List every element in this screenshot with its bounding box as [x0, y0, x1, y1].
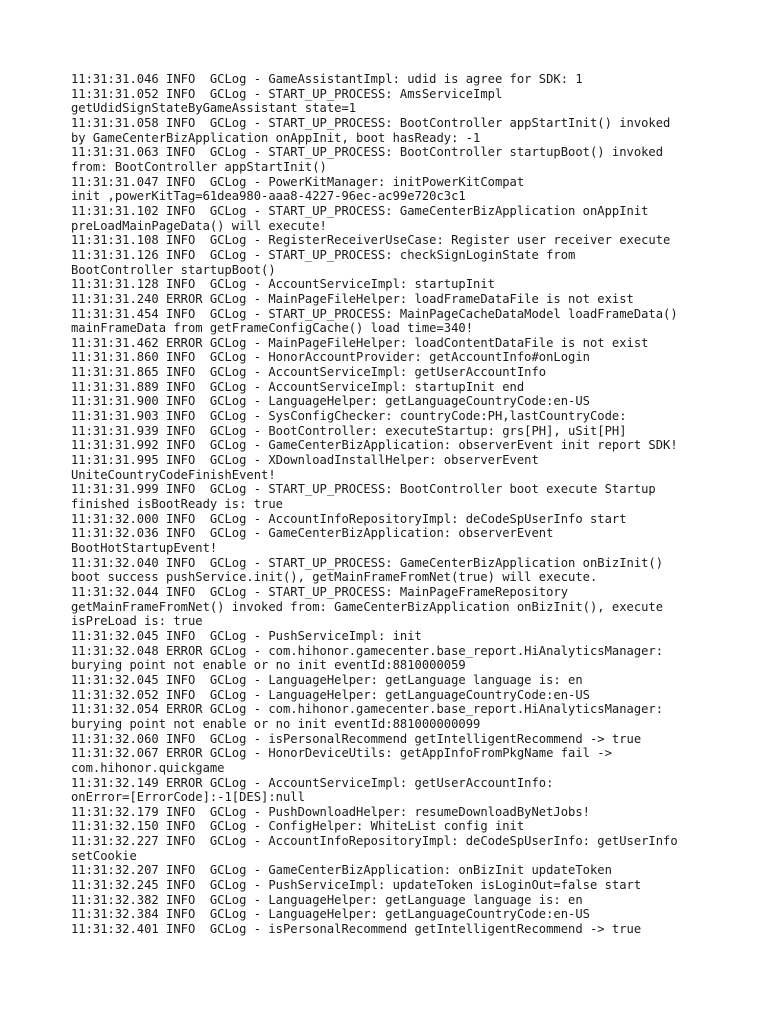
log-line: 11:31:31.063 INFO GCLog - START_UP_PROCESS: BootController startupBoot() invoked [71, 145, 664, 160]
log-line: 11:31:31.889 INFO GCLog - AccountServiceImpl: startupInit end [71, 379, 525, 394]
log-line: 11:31:32.207 INFO GCLog - GameCenterBizApplication: onBizInit updateToken [71, 863, 612, 878]
log-line: UniteCountryCodeFinishEvent! [71, 467, 276, 482]
log-line: 11:31:31.903 INFO GCLog - SysConfigChecker: countryCode:PH,lastCountryCode: [71, 409, 627, 424]
log-line: 11:31:31.128 INFO GCLog - AccountServiceImpl: startupInit [71, 277, 495, 292]
log-line: 11:31:31.240 ERROR GCLog - MainPageFileHelper: loadFrameDataFile is not exist [71, 291, 634, 306]
log-line: from: BootController appStartInit() [71, 159, 327, 174]
log-line: setCookie [71, 848, 137, 863]
log-line: boot success pushService.init(), getMainFrameFromNet(true) will execute. [71, 570, 598, 585]
log-line: 11:31:31.047 INFO GCLog - PowerKitManager: initPowerKitCompat [71, 174, 525, 189]
log-line: 11:31:31.865 INFO GCLog - AccountServiceImpl: getUserAccountInfo [71, 365, 547, 380]
log-line: 11:31:31.058 INFO GCLog - START_UP_PROCESS: BootController appStartInit() invoked [71, 115, 671, 130]
log-line: init ,powerKitTag=61dea980-aaa8-4227-96ec-ac99e720c3c1 [71, 189, 466, 204]
log-line: 11:31:31.462 ERROR GCLog - MainPageFileHelper: loadContentDataFile is not exist [71, 335, 649, 350]
log-line: 11:31:32.036 INFO GCLog - GameCenterBizApplication: observerEvent [71, 526, 554, 541]
log-line: finished isBootReady is: true [71, 497, 283, 512]
log-line: 11:31:32.044 INFO GCLog - START_UP_PROCESS: MainPageFrameRepository [71, 584, 569, 599]
log-line: 11:31:32.060 INFO GCLog - isPersonalRecommend getIntelligentRecommend -> true [71, 731, 642, 746]
log-line: 11:31:31.126 INFO GCLog - START_UP_PROCESS: checkSignLoginState from [71, 247, 576, 262]
log-line: 11:31:32.149 ERROR GCLog - AccountServiceImpl: getUserAccountInfo: [71, 775, 554, 790]
log-line: 11:31:32.382 INFO GCLog - LanguageHelper: getLanguage language is: en [71, 892, 583, 907]
log-line: 11:31:32.401 INFO GCLog - isPersonalRecommend getIntelligentRecommend -> true [71, 922, 642, 937]
log-line: 11:31:31.108 INFO GCLog - RegisterReceiverUseCase: Register user receiver execute [71, 233, 671, 248]
log-line: 11:31:32.040 INFO GCLog - START_UP_PROCESS: GameCenterBizApplication onBizInit() [71, 555, 664, 570]
log-line: 11:31:32.048 ERROR GCLog - com.hihonor.gamecenter.base_report.HiAnalyticsManager: [71, 643, 664, 658]
log-line: 11:31:31.454 INFO GCLog - START_UP_PROCESS: MainPageCacheDataModel loadFrameData() [71, 306, 678, 321]
log-line: 11:31:32.052 INFO GCLog - LanguageHelper: getLanguageCountryCode:en-US [71, 687, 590, 702]
log-line: 11:31:32.045 INFO GCLog - LanguageHelper: getLanguage language is: en [71, 672, 583, 687]
log-line: 11:31:32.245 INFO GCLog - PushServiceImpl: updateToken isLoginOut=false start [71, 878, 642, 893]
log-line: BootController startupBoot() [71, 262, 276, 277]
log-line: 11:31:32.179 INFO GCLog - PushDownloadHelper: resumeDownloadByNetJobs! [71, 804, 590, 819]
log-line: getMainFrameFromNet() invoked from: GameCenterBizApplication onBizInit(), execute [71, 599, 664, 614]
log-line: 11:31:31.900 INFO GCLog - LanguageHelper: getLanguageCountryCode:en-US [71, 394, 590, 409]
log-line: com.hihonor.quickgame [71, 760, 225, 775]
log-line: 11:31:31.939 INFO GCLog - BootController: executeStartup: grs[PH], uSit[PH] [71, 423, 627, 438]
log-line: 11:31:32.045 INFO GCLog - PushServiceImpl: init [71, 628, 422, 643]
log-line: 11:31:31.046 INFO GCLog - GameAssistantImpl: udid is agree for SDK: 1 [71, 72, 583, 86]
log-line: 11:31:32.000 INFO GCLog - AccountInfoRepositoryImpl: deCodeSpUserInfo start [71, 511, 627, 526]
log-line: BootHotStartupEvent! [71, 541, 218, 555]
log-line: 11:31:32.067 ERROR GCLog - HonorDeviceUtils: getAppInfoFromPkgName fail -> [71, 746, 612, 761]
log-line: 11:31:32.227 INFO GCLog - AccountInfoRepositoryImpl: deCodeSpUserInfo: getUserInfo [71, 834, 678, 849]
log-line: 11:31:31.995 INFO GCLog - XDownloadInstallHelper: observerEvent [71, 453, 539, 468]
log-line: 11:31:31.052 INFO GCLog - START_UP_PROCESS: AmsServiceImpl [71, 86, 503, 101]
log-line: onError=[ErrorCode]:-1[DES]:null [71, 790, 305, 805]
log-line: 11:31:32.150 INFO GCLog - ConfigHelper: WhiteList config init [71, 819, 525, 834]
log-line: 11:31:31.860 INFO GCLog - HonorAccountProvider: getAccountInfo#onLogin [71, 350, 590, 365]
log-line: mainFrameData from getFrameConfigCache() load time=340! [71, 321, 474, 336]
log-line: getUdidSignStateByGameAssistant state=1 [71, 101, 357, 116]
log-line: burying point not enable or no init eventId:881000000099 [71, 716, 481, 731]
log-line: 11:31:32.384 INFO GCLog - LanguageHelper: getLanguageCountryCode:en-US [71, 907, 590, 922]
log-line: by GameCenterBizApplication onAppInit, boot hasReady: -1 [71, 130, 481, 145]
log-line: 11:31:31.992 INFO GCLog - GameCenterBizApplication: observerEvent init report SDK! [71, 438, 678, 453]
log-line: isPreLoad is: true [71, 614, 203, 629]
log-line: burying point not enable or no init eventId:8810000059 [71, 658, 466, 673]
log-line: 11:31:31.102 INFO GCLog - START_UP_PROCESS: GameCenterBizApplication onAppInit [71, 203, 649, 218]
log-line: 11:31:32.054 ERROR GCLog - com.hihonor.gamecenter.base_report.HiAnalyticsManager: [71, 702, 664, 717]
log-line: preLoadMainPageData() will execute! [71, 218, 327, 233]
log-document [71, 72, 711, 937]
log-line: 11:31:31.999 INFO GCLog - START_UP_PROCESS: BootController boot execute Startup [71, 482, 656, 497]
